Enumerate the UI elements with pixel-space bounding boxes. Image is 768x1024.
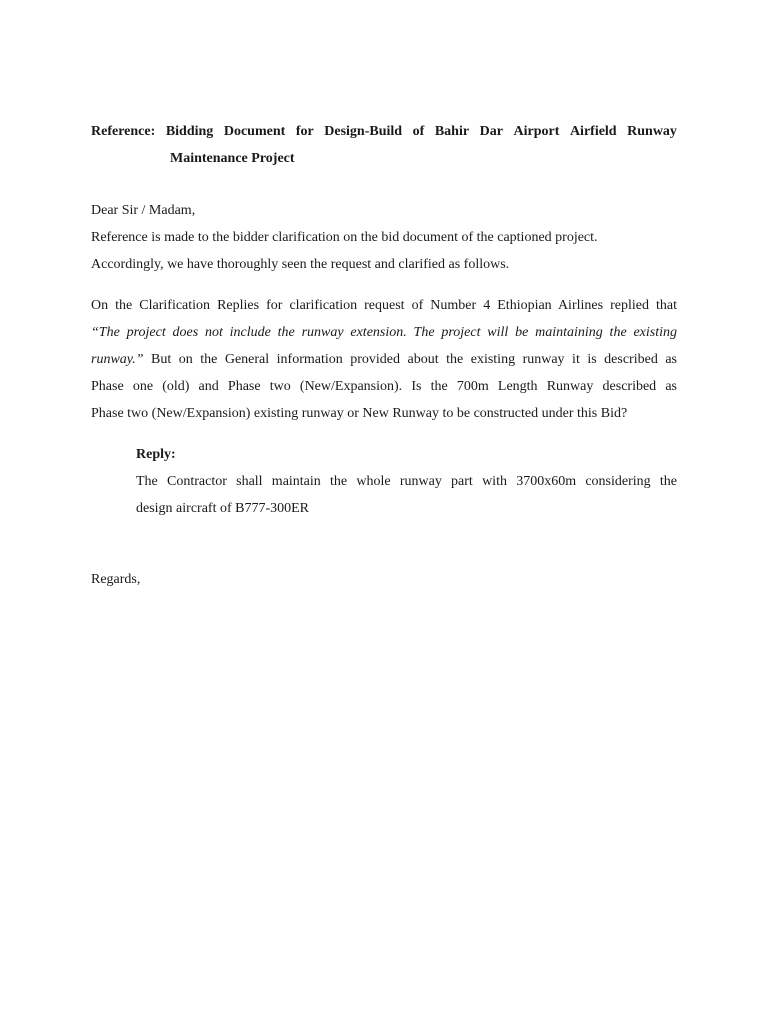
reference-heading <box>91 118 677 172</box>
reply-block <box>136 441 677 522</box>
intro-paragraph <box>91 224 677 278</box>
question-quote-line-2: “The project does not include the runway extension. The project will be maintaining the existing <box>91 325 677 340</box>
question-line-1: On the Clarification Replies for clarification request of Number 4 Ethiopian Airlines replied that <box>91 298 677 313</box>
reply-label: Reply: <box>136 447 176 462</box>
reference-line-1 <box>91 118 677 145</box>
reference-line-2: Maintenance Project <box>170 151 295 166</box>
reference-word: Dar <box>479 124 503 139</box>
reference-word: Design-Build <box>324 124 403 139</box>
question-line-3 <box>91 346 677 373</box>
reference-word: Reference: <box>91 124 156 139</box>
salutation: Dear Sir / Madam, <box>91 203 196 218</box>
reference-word: Runway <box>627 124 677 139</box>
intro-line-1: Reference is made to the bidder clarification on the bid document of the captioned project. <box>91 230 598 245</box>
reference-word: Bidding <box>165 124 214 139</box>
reference-word: for <box>295 124 314 139</box>
question-line-3-rest: But on the General information provided about the existing runway it is described as <box>143 352 677 367</box>
question-line-5: Phase two (New/Expansion) existing runway or New Runway to be constructed under this Bid? <box>91 406 628 421</box>
reference-word: Document <box>223 124 286 139</box>
question-quote-end: runway.” <box>91 352 144 367</box>
reference-word: Airport <box>513 124 560 139</box>
clarification-question <box>91 292 677 427</box>
closing-regards: Regards, <box>91 572 141 587</box>
question-line-4: Phase one (old) and Phase two (New/Expansion). Is the 700m Length Runway described as <box>91 379 677 394</box>
reference-word: of <box>412 124 425 139</box>
intro-line-2: Accordingly, we have thoroughly seen the request and clarified as follows. <box>91 257 510 272</box>
reference-word: Airfield <box>569 124 617 139</box>
reply-line-2: design aircraft of B777-300ER <box>136 501 310 516</box>
reference-word: Bahir <box>434 124 470 139</box>
reply-line-1: The Contractor shall maintain the whole runway part with 3700x60m considering the <box>136 474 677 489</box>
